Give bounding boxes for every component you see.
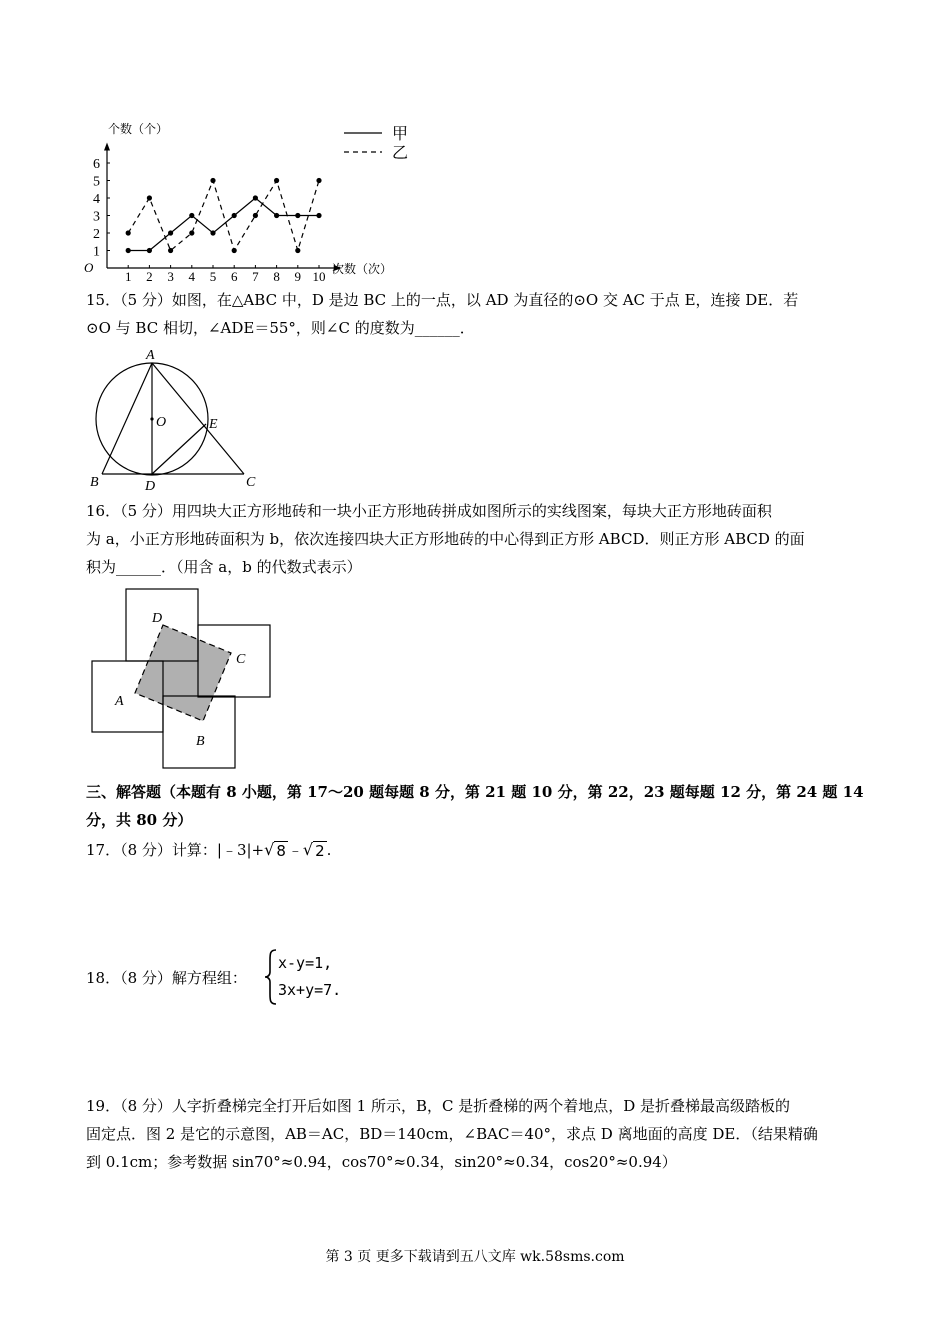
data-point (168, 248, 173, 253)
q17-prefix: 17．（8 分）计算：|﹣3|+ (86, 841, 265, 859)
data-point (232, 213, 237, 218)
data-point (232, 248, 237, 253)
data-point (147, 195, 152, 200)
data-point (210, 230, 215, 235)
q18-system (278, 950, 341, 1004)
chart-legend (344, 125, 408, 162)
data-point (168, 230, 173, 235)
data-point (253, 195, 258, 200)
q16-text (86, 497, 866, 581)
q17-suffix: . (326, 841, 332, 859)
label-a: A (115, 694, 124, 709)
data-point (274, 178, 279, 183)
x-tick-label: 3 (167, 269, 174, 283)
y-tick-label: 6 (93, 157, 100, 172)
q17-rad2: 2 (315, 841, 325, 860)
data-point (189, 213, 194, 218)
x-tick-label: 4 (188, 269, 196, 283)
x-tick-label: 10 (312, 269, 326, 283)
data-point (295, 213, 300, 218)
q17-minus: ﹣ (287, 841, 303, 859)
chart-origin: O (84, 260, 94, 275)
legend-label-yi: 乙 (392, 145, 409, 162)
legend-label-jia: 甲 (392, 126, 409, 143)
data-point (210, 178, 215, 183)
section3-line2: 分，共 80 分） (86, 811, 193, 829)
chart-tick-labels (93, 157, 326, 283)
chart-series (126, 178, 322, 253)
segment-ab (102, 363, 152, 474)
data-point (316, 178, 321, 183)
chart-xlabel: 次数（次） (332, 262, 393, 276)
q15-figure (86, 344, 266, 494)
x-tick-label: 1 (124, 269, 132, 283)
label-b: B (196, 734, 205, 749)
radical-icon: √ (264, 840, 275, 859)
q15-text (86, 286, 866, 342)
label-c: C (246, 475, 256, 490)
section3-line1: 三、解答题（本题有 8 小题，第 17～20 题每题 8 分，第 21 题 10 分，第 22，23 题每题 12 分，第 24 题 14 (86, 783, 864, 801)
x-tick-label: 8 (273, 269, 280, 283)
label-b: B (90, 475, 99, 490)
q16-line1: 16．（5 分）用四块大正方形地砖和一块小正方形地砖拼成如图所示的实线图案，每块大正方形地砖面积 (86, 502, 772, 520)
q18-brace (264, 948, 278, 1006)
data-point (126, 248, 131, 253)
q16-figure (86, 582, 286, 772)
y-axis-arrow (104, 143, 110, 151)
y-tick-label: 3 (93, 209, 100, 225)
radical-icon: √ (302, 840, 314, 859)
q17-rad1: 8 (276, 841, 286, 860)
y-tick-label: 1 (93, 244, 100, 260)
x-tick-label: 6 (230, 269, 238, 283)
data-point (253, 213, 258, 218)
data-point (189, 230, 194, 235)
q19-line3: 到 0.1cm；参考数据 sin70°≈0.94，cos70°≈0.34，sin20°≈0.34，cos20°≈0.94） (86, 1153, 677, 1171)
label-c: C (236, 652, 246, 667)
data-point (295, 248, 300, 253)
label-o: O (156, 415, 167, 430)
x-tick-label: 7 (252, 269, 259, 283)
y-tick-label: 4 (93, 192, 100, 207)
data-point (316, 213, 321, 218)
page-footer: 第 3 页 更多下载请到五八文库 wk.58sms.com (325, 1249, 625, 1265)
data-point (274, 213, 279, 218)
square-abcd (135, 625, 231, 721)
q19-line2: 固定点．图 2 是它的示意图，AB＝AC，BD＝140cm，∠BAC＝40°，求点 D 离地面的高度 DE．（结果精确 (86, 1125, 818, 1143)
x-tick-label: 9 (294, 269, 302, 283)
segment-de (152, 424, 206, 474)
data-point (147, 248, 152, 253)
q17-text (86, 836, 866, 864)
q18-eq2: 3x+y=7. (278, 981, 342, 999)
section3-heading (86, 778, 866, 834)
q15-line1: 15．（5 分）如图，在△ABC 中，D 是边 BC 上的一点，以 AD 为直径的⊙O 交 AC 于点 E，连接 DE．若 (86, 291, 799, 309)
label-a: A (146, 348, 155, 363)
data-point (126, 230, 131, 235)
point-o (150, 417, 153, 420)
q16-line2: 为 a，小正方形地砖面积为 b，依次连接四块大正方形地砖的中心得到正方形 ABCD．则正方形 ABCD 的面 (86, 530, 805, 548)
q18-prefix: 18．（8 分）解方程组： (86, 969, 247, 987)
q19-text (86, 1092, 866, 1176)
label-d: D (152, 611, 163, 626)
q16-line3: 积为______．（用含 a，b 的代数式表示） (86, 558, 362, 576)
label-d: D (145, 479, 156, 494)
q19-line1: 19．（8 分）人字折叠梯完全打开后如图 1 所示，B，C 是折叠梯的两个着地点，D 是折叠梯最高级踏板的 (86, 1097, 791, 1115)
x-tick-label: 2 (146, 269, 153, 283)
q18-eq1: x-y=1, (278, 954, 333, 972)
y-tick-label: 2 (93, 227, 100, 242)
label-e: E (209, 417, 218, 432)
y-tick-label: 5 (93, 174, 100, 190)
x-tick-label: 5 (209, 269, 217, 283)
q15-line2: ⊙O 与 BC 相切，∠ADE＝55°，则∠C 的度数为______． (86, 319, 475, 337)
line-chart (80, 118, 420, 283)
chart-ylabel: 个数（个） (108, 122, 169, 136)
chart-axes (104, 143, 342, 272)
